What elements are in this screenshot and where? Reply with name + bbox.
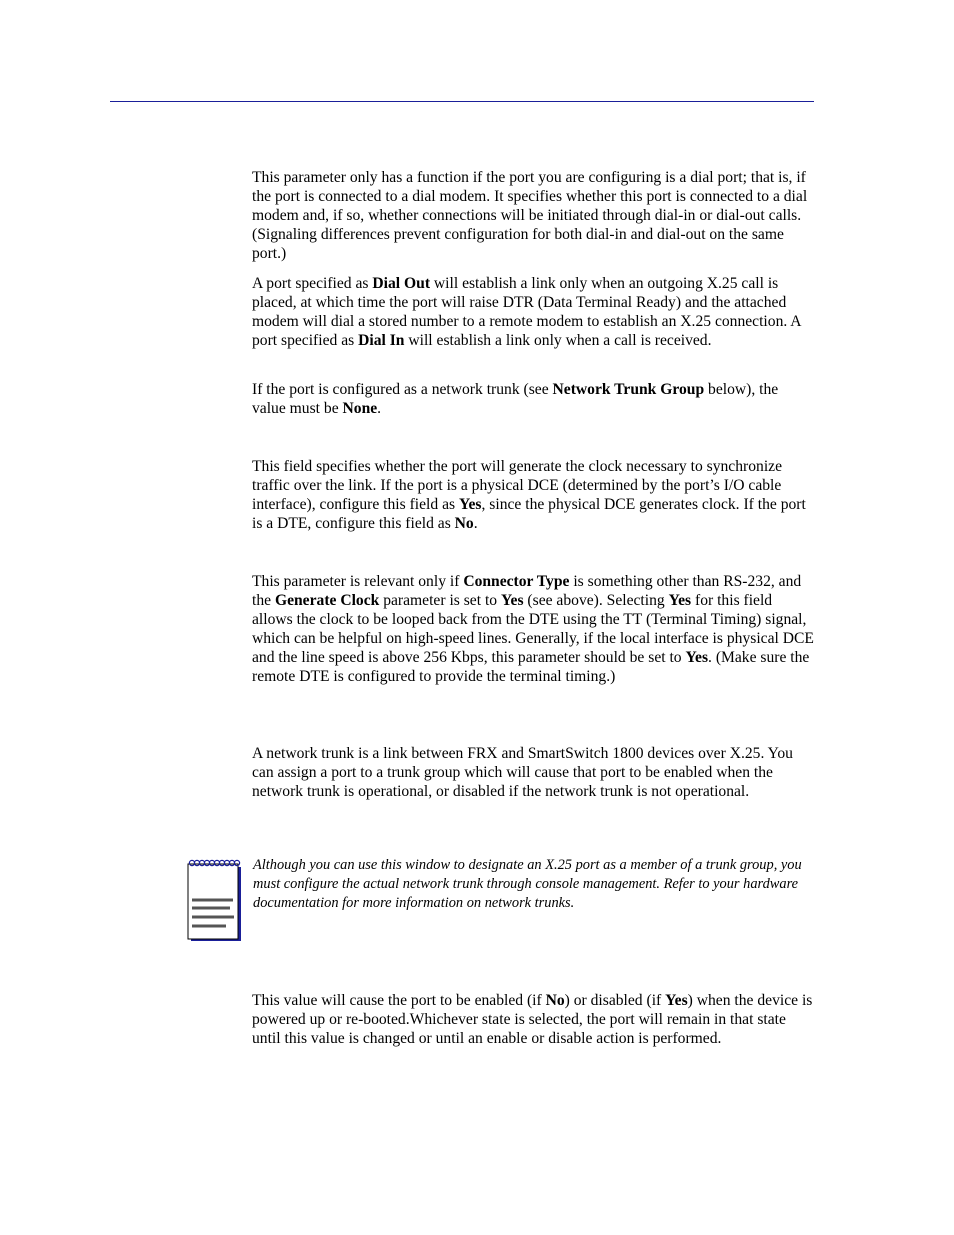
header-rule [110, 101, 814, 102]
loop-clock-description: This parameter is relevant only if Connector Type is something other than RS-232, and the Generate Clock parameter is set to Yes (see above). Selecting Yes for this field allows the clock to be looped back from the DTE using the TT (Terminal Timing) signal, which can be helpful on high-speed lines. Generally, if the local interface is physical DCE and the line speed is above 256 Kbps, this parameter should be set to Yes. (Make sure the remote DTE is configured to provide the terminal timing.) [252, 573, 814, 685]
notepad-icon [186, 858, 244, 942]
dial-port-description: This parameter only has a function if the port you are configuring is a dial port; that is, if the port is connected to a dial modem. It specifies whether this port is connected to a dial modem and, if so, whether connections will be initiated through dial-in or dial-out calls. (Signaling differences prevent configuration for both dial-in and dial-out on the same port.) [252, 169, 808, 262]
generate-clock-description: This field specifies whether the port will generate the clock necessary to synchronize traffic over the link. If the port is a physical DCE (determined by the port’s I/O cable interface), configure this field as Yes, since the physical DCE generates clock. If the port is a DTE, configure this field as No. [252, 458, 806, 532]
initial-state-description: This value will cause the port to be enabled (if No) or disabled (if Yes) when the device is powered up or re-booted.Whichever state is selected, the port will remain in that state until this value is changed or until an enable or disable action is performed. [252, 992, 813, 1047]
network-trunk-description: A network trunk is a link between FRX and SmartSwitch 1800 devices over X.25. You can assign a port to a trunk group which will cause that port to be enabled when the network trunk is operational, or disabled if the network trunk is not operational. [252, 745, 793, 800]
trunk-group-note: Although you can use this window to designate an X.25 port as a member of a trunk group, you must configure the actual network trunk through console management. Refer to your hardware documentation for more information on network trunks. [253, 857, 802, 911]
dial-out-dial-in-description: A port specified as Dial Out will establish a link only when an outgoing X.25 call is placed, at which time the port will raise DTR (Data Terminal Ready) and the attached modem will dial a stored number to a remote modem to establish an X.25 connection. A port specified as Dial In will establish a link only when a call is received. [252, 275, 801, 349]
network-trunk-dial-note: If the port is configured as a network trunk (see Network Trunk Group below), the value must be None. [252, 381, 779, 417]
